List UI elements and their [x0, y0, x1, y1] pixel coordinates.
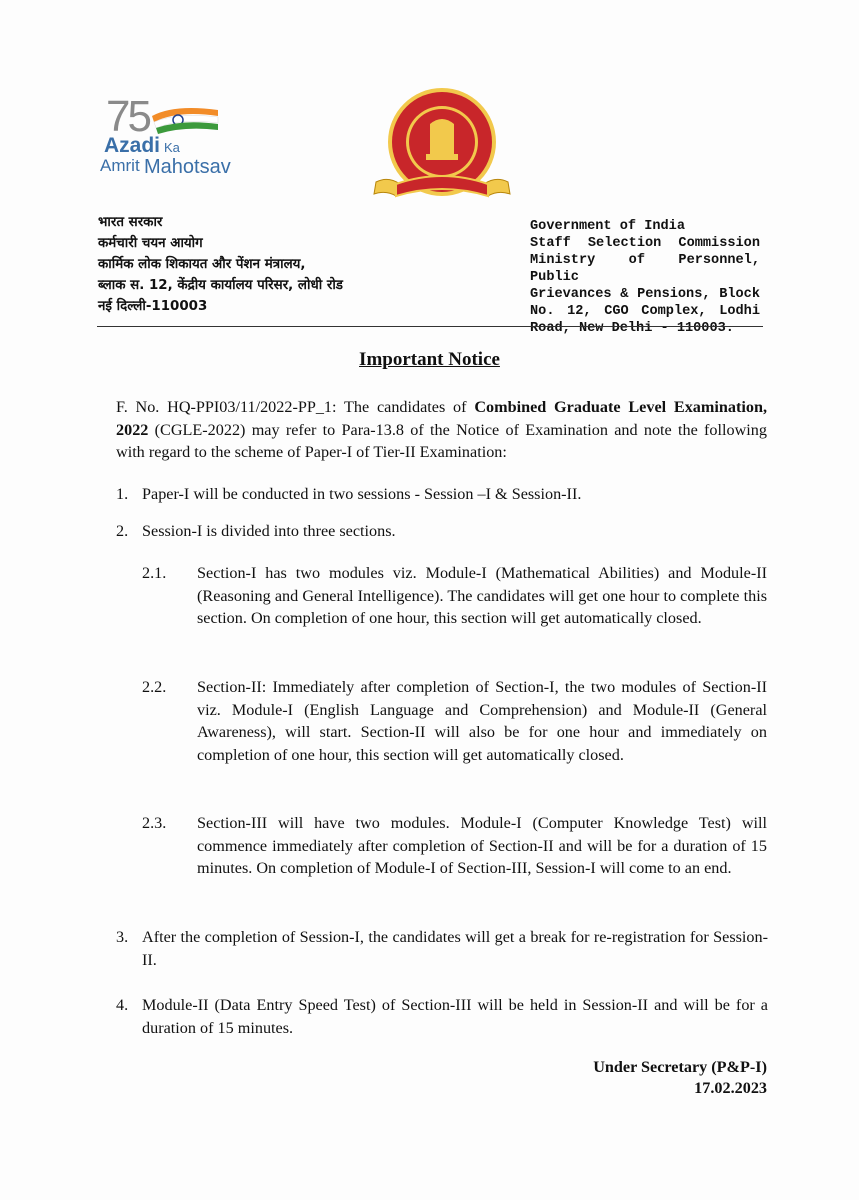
list-item: Section-I has two modules viz. Module-I (Mathematical Abilities) and Module-II (Reasoning and General Intelligence). The candidates will get one hour to complete this section. On completion of one hour, this section will get automatically closed. — [197, 564, 767, 627]
notice-intro: F. No. HQ-PPI03/11/2022-PP_1: The candidates of Combined Graduate Level Examination, 2022 (CGLE-2022) may refer to Para-13.8 of the Notice of Examination and note the following with regard to the scheme of Paper-I of Tier-II Examination: — [116, 398, 767, 461]
item-number: 3. — [116, 928, 129, 946]
item-number: 2. — [116, 522, 129, 540]
notice-title: Important Notice — [359, 349, 500, 370]
signatory-designation: Under Secretary (P&P-I) — [593, 1058, 767, 1076]
header-divider — [97, 326, 763, 327]
list-item: Section-II: Immediately after completion of Section-I, the two modules of Section-II viz. Module-I (English Language and Comprehension) and Module-II (General Awareness), will start. Section-II will also be for one hour and immediately on completion of one hour, this section will get automatically closed. — [197, 678, 767, 764]
item-number: 2.3. — [142, 814, 167, 832]
azadi-ka-amrit-mahotsav-logo: 75 Azadi Ka Amrit Mahotsav — [100, 92, 231, 178]
ssc-emblem-logo — [366, 84, 518, 214]
logo-number: 75 — [106, 92, 149, 141]
notice-date: 17.02.2023 — [694, 1079, 767, 1097]
list-item: Session-I is divided into three sections. — [142, 522, 396, 540]
list-item: After the completion of Session-I, the candidates will get a break for re-registration for Session-II. — [142, 928, 768, 969]
item-number: 2.1. — [142, 564, 167, 582]
hindi-address-block: भारत सरकार कर्मचारी चयन आयोग कार्मिक लोक शिकायत और पेंशन मंत्रालय, ब्लाक स. 12, केंद्रीय कार्यालय परिसर, लोधी रोड नई दिल्ली-110003 — [98, 215, 343, 314]
item-number: 1. — [116, 485, 129, 503]
list-item: Module-II (Data Entry Speed Test) of Section-III will be held in Session-II and will be for a duration of 15 minutes. — [142, 996, 768, 1037]
list-item: Section-III will have two modules. Module-I (Computer Knowledge Test) will commence immediately after completion of Section-II and will be for a duration of 15 minutes. On completion of Module-I of Section-III, Session-I will come to an end. — [197, 814, 767, 877]
signature-block — [593, 1057, 767, 1099]
english-address-block: Government of India Staff Selection Commission Ministry of Personnel, Public Grievances & Pensions, Block No. 12, CGO Complex, Lodhi Road, New Delhi - 110003. — [530, 219, 760, 336]
item-number: 4. — [116, 996, 129, 1014]
item-number: 2.2. — [142, 678, 167, 696]
list-item: Paper-I will be conducted in two sessions - Session –I & Session-II. — [142, 485, 582, 503]
